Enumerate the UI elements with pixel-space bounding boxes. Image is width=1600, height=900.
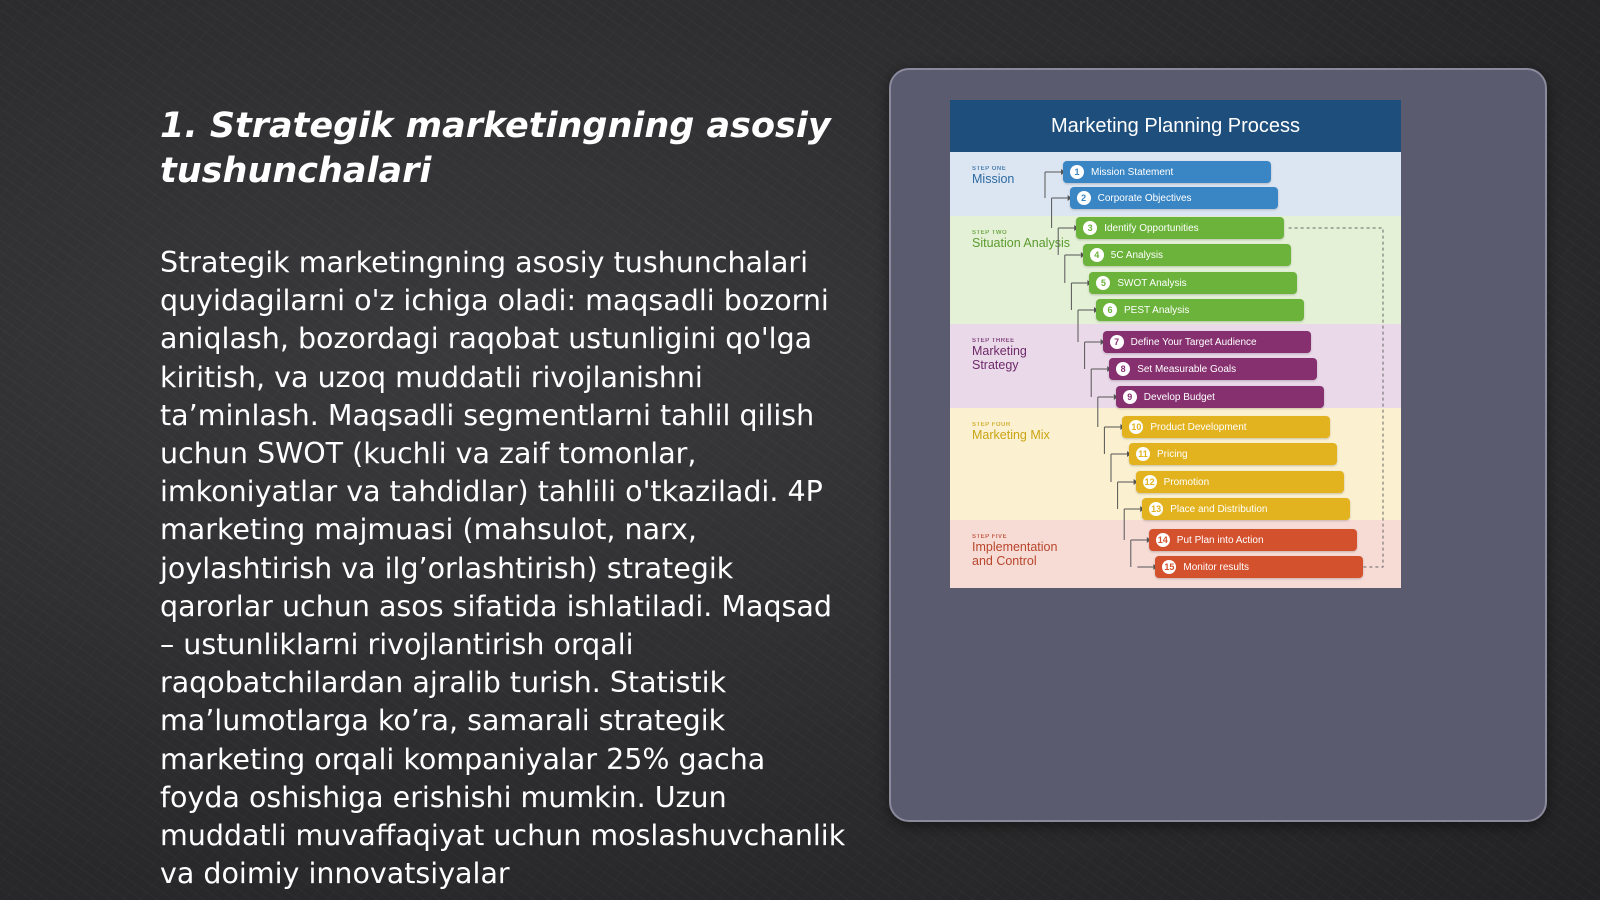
step-number-badge: 13 bbox=[1151, 504, 1162, 514]
step-6 bbox=[1096, 299, 1304, 321]
step-9 bbox=[1116, 386, 1324, 408]
step-number-badge: 6 bbox=[1103, 303, 1117, 317]
step-number-badge: 10 bbox=[1131, 422, 1142, 432]
slide-title: 1. Strategik marketingning asosiy tushunchalari bbox=[160, 106, 831, 191]
step-label: SWOT Analysis bbox=[1117, 277, 1187, 289]
step-label: Put Plan into Action bbox=[1176, 534, 1264, 546]
step-label: Pricing bbox=[1157, 448, 1188, 460]
step-7 bbox=[1103, 331, 1311, 353]
step-3 bbox=[1076, 217, 1284, 239]
marketing-planning-infographic bbox=[950, 100, 1401, 588]
step-15 bbox=[1155, 556, 1363, 578]
step-4 bbox=[1083, 244, 1291, 266]
step-14 bbox=[1149, 529, 1357, 551]
step-number-badge: 1 bbox=[1070, 165, 1084, 179]
step-label: 5C Analysis bbox=[1110, 249, 1164, 261]
step-8 bbox=[1109, 358, 1317, 380]
stage-name: Marketing Mix bbox=[972, 428, 1050, 442]
step-label: Product Development bbox=[1150, 421, 1247, 433]
step-label: Set Measurable Goals bbox=[1137, 363, 1237, 375]
step-label: Corporate Objectives bbox=[1097, 192, 1192, 204]
step-label: Identify Opportunities bbox=[1104, 222, 1199, 234]
stage-kicker: STEP FIVE bbox=[972, 534, 1008, 540]
step-number-badge: 11 bbox=[1136, 447, 1150, 461]
step-label: Place and Distribution bbox=[1170, 503, 1268, 515]
step-number-badge: 2 bbox=[1077, 191, 1091, 205]
step-number-badge: 8 bbox=[1116, 362, 1130, 376]
stage-kicker: STEP ONE bbox=[972, 166, 1007, 172]
step-label: Promotion bbox=[1163, 476, 1210, 488]
step-number-badge: 4 bbox=[1090, 248, 1104, 262]
step-12 bbox=[1136, 471, 1344, 493]
step-10 bbox=[1122, 416, 1330, 438]
stage-name: Implementation and Control bbox=[972, 540, 1058, 568]
step-number-badge: 14 bbox=[1157, 535, 1168, 545]
infographic-title: Marketing Planning Process bbox=[950, 100, 1401, 152]
step-number-badge: 7 bbox=[1110, 335, 1124, 349]
slide-body-text: Strategik marketingning asosiy tushunchalari quyidagilarni o'z ichiga oladi: maqsadli bozorni aniqlash, bozordagi raqobat ustunligini qo'lga kiritish, va uzoq muddatli rivojlanishni ta’minlash. Maqsadli segmentlarni tahlil qilish uchun SWOT (kuchli va zaif tomonlar, imkoniyatlar va tahdidlar) tahlili o'tkaziladi. 4P marketing majmuasi (mahsulot, narx, joylashtirish va ilg’orlashtirish) strategik qarorlar uchun asos sifatida ishlatiladi. Maqsad – ustunliklarni rivojlantirish orqali raqobatchilardan ajralib turish. Statistik ma’lumotlarga ko’ra, samarali strategik marketing orqali kompaniyalar 25% gacha foyda oshishiga erishishi mumkin. Uzun muddatli muvaffaqiyat uchun moslashuvchanlik va doimiy innovatsiyalar bbox=[160, 246, 846, 891]
step-2 bbox=[1070, 187, 1278, 209]
step-number-badge: 9 bbox=[1123, 390, 1137, 404]
stage-kicker: STEP FOUR bbox=[972, 422, 1011, 428]
step-label: PEST Analysis bbox=[1124, 304, 1190, 316]
step-11 bbox=[1129, 443, 1337, 465]
stage-kicker: STEP THREE bbox=[972, 338, 1015, 344]
step-label: Monitor results bbox=[1183, 561, 1249, 573]
step-5 bbox=[1089, 272, 1297, 294]
step-13 bbox=[1142, 498, 1350, 520]
step-label: Define Your Target Audience bbox=[1130, 336, 1257, 348]
stage-name: Mission bbox=[972, 172, 1015, 186]
stage-name: Situation Analysis bbox=[972, 236, 1070, 250]
step-number-badge: 3 bbox=[1083, 221, 1097, 235]
step-number-badge: 12 bbox=[1144, 477, 1155, 487]
stage-name: Marketing Strategy bbox=[972, 344, 1027, 372]
step-label: Mission Statement bbox=[1091, 166, 1174, 178]
stage-kicker: STEP TWO bbox=[972, 230, 1008, 236]
step-number-badge: 15 bbox=[1164, 562, 1175, 572]
step-label: Develop Budget bbox=[1143, 391, 1215, 403]
step-1 bbox=[1063, 161, 1271, 183]
step-number-badge: 5 bbox=[1096, 276, 1110, 290]
